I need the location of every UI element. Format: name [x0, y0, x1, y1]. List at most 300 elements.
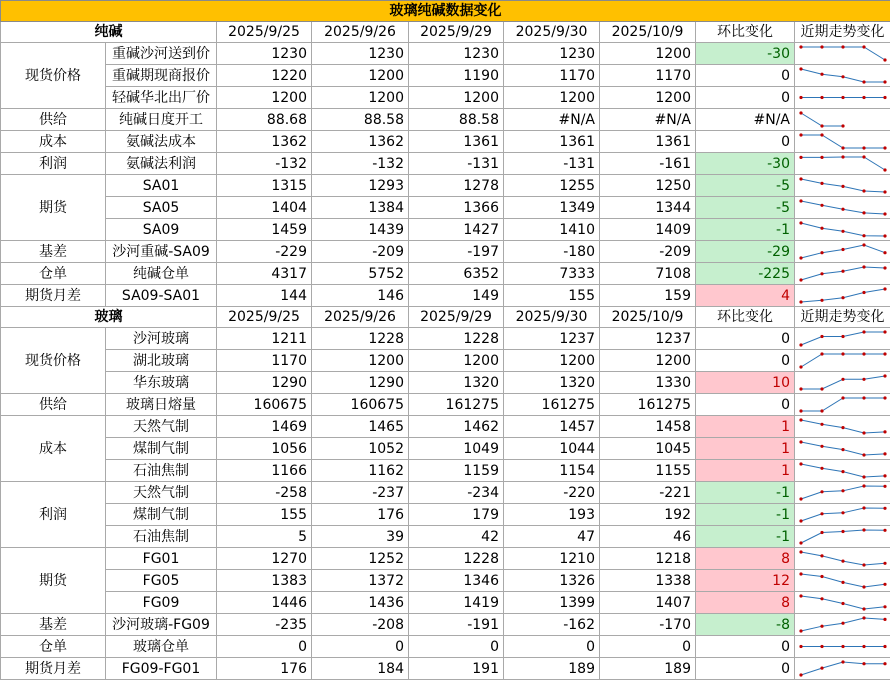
value-cell: 0 — [312, 636, 409, 658]
value-cell: 1407 — [600, 592, 696, 614]
value-cell: 191 — [409, 658, 504, 680]
row-category: 供给 — [1, 109, 106, 131]
value-cell: 1384 — [312, 197, 409, 219]
sparkline-point — [862, 585, 865, 588]
trend-cell — [795, 87, 890, 109]
trend-cell — [795, 263, 890, 285]
data-row — [1, 263, 890, 285]
sparkline-point — [820, 445, 823, 448]
sparkline-point — [883, 618, 886, 621]
value-cell: 160675 — [217, 394, 312, 416]
column-header: 环比变化 — [696, 307, 795, 328]
trend-cell — [795, 241, 890, 263]
row-item: 重碱沙河送到价 — [106, 43, 217, 65]
sparkline-point — [799, 177, 802, 180]
value-cell: -180 — [504, 241, 600, 263]
column-header: 2025/9/30 — [504, 22, 600, 43]
value-cell: 1459 — [217, 219, 312, 241]
value-cell: 0 — [600, 636, 696, 658]
trend-cell — [795, 350, 890, 372]
value-cell: 179 — [409, 504, 504, 526]
sparkline — [795, 65, 890, 86]
sparkline-point — [799, 440, 802, 443]
value-cell: 1056 — [217, 438, 312, 460]
value-cell: 1250 — [600, 175, 696, 197]
sparkline-point — [799, 673, 802, 676]
sparkline — [795, 350, 890, 371]
sparkline-point — [820, 423, 823, 426]
row-item: 沙河重碱-SA09 — [106, 241, 217, 263]
sparkline-point — [841, 96, 844, 99]
sparkline-point — [799, 67, 802, 70]
value-cell: 1338 — [600, 570, 696, 592]
sparkline — [795, 219, 890, 240]
value-cell: -209 — [312, 241, 409, 263]
value-cell: 161275 — [504, 394, 600, 416]
value-cell: 1200 — [504, 87, 600, 109]
row-category: 基差 — [1, 614, 106, 636]
trend-cell — [795, 504, 890, 526]
data-row — [1, 658, 890, 680]
change-cell: 4 — [696, 285, 795, 307]
value-cell: 88.58 — [409, 109, 504, 131]
sparkline-path — [801, 47, 885, 60]
value-cell: 155 — [217, 504, 312, 526]
sparkline-point — [799, 365, 802, 368]
value-cell: 1170 — [600, 65, 696, 87]
value-cell: 1252 — [312, 548, 409, 570]
value-cell: -170 — [600, 614, 696, 636]
value-cell: 146 — [312, 285, 409, 307]
sparkline — [795, 504, 890, 525]
sparkline-point — [799, 96, 802, 99]
change-cell: 0 — [696, 658, 795, 680]
column-header: 近期走势变化 — [795, 22, 890, 43]
row-item: FG01 — [106, 548, 217, 570]
sparkline-point — [883, 58, 886, 61]
sparkline-point — [820, 531, 823, 534]
value-cell: 1052 — [312, 438, 409, 460]
value-cell: 189 — [600, 658, 696, 680]
value-cell: -131 — [504, 153, 600, 175]
trend-cell — [795, 636, 890, 658]
column-header: 环比变化 — [696, 22, 795, 43]
change-cell: -1 — [696, 482, 795, 504]
value-cell: 1290 — [312, 372, 409, 394]
sparkline — [795, 109, 890, 130]
value-cell: 47 — [504, 526, 600, 548]
sparkline-point — [799, 45, 802, 48]
sparkline-point — [862, 155, 865, 158]
sparkline-point — [862, 146, 865, 149]
value-cell: 176 — [217, 658, 312, 680]
data-row — [1, 614, 890, 636]
sparkline — [795, 526, 890, 547]
sparkline-point — [799, 541, 802, 544]
value-cell: 1228 — [409, 328, 504, 350]
change-cell: -1 — [696, 219, 795, 241]
change-cell: 0 — [696, 87, 795, 109]
column-header: 2025/9/29 — [409, 307, 504, 328]
value-cell: 1237 — [600, 328, 696, 350]
value-cell: 1200 — [312, 350, 409, 372]
sparkline-point — [883, 452, 886, 455]
value-cell: 5752 — [312, 263, 409, 285]
sparkline-point — [883, 96, 886, 99]
sparkline-point — [820, 512, 823, 515]
sparkline-point — [862, 189, 865, 192]
value-cell: -132 — [217, 153, 312, 175]
change-cell: 8 — [696, 548, 795, 570]
row-category: 期货 — [1, 548, 106, 614]
trend-cell — [795, 43, 890, 65]
data-row — [1, 153, 890, 175]
row-category: 期货月差 — [1, 658, 106, 680]
column-header: 近期走势变化 — [795, 307, 890, 328]
column-header: 2025/9/30 — [504, 307, 600, 328]
data-row — [1, 87, 890, 109]
data-row — [1, 394, 890, 416]
sparkline-point — [841, 155, 844, 158]
value-cell: 1200 — [409, 350, 504, 372]
value-cell: 1049 — [409, 438, 504, 460]
sparkline-point — [820, 299, 823, 302]
value-cell: -197 — [409, 241, 504, 263]
change-cell: 1 — [696, 416, 795, 438]
sparkline-path — [801, 201, 885, 214]
trend-cell — [795, 197, 890, 219]
sheet-title: 玻璃纯碱数据变化 — [1, 1, 890, 22]
sparkline-point — [799, 343, 802, 346]
value-cell: 1362 — [217, 131, 312, 153]
row-item: 纯碱日度开工 — [106, 109, 217, 131]
value-cell: 1218 — [600, 548, 696, 570]
sparkline-point — [841, 185, 844, 188]
value-cell: #N/A — [600, 109, 696, 131]
trend-cell — [795, 438, 890, 460]
change-cell: -29 — [696, 241, 795, 263]
data-row — [1, 175, 890, 197]
trend-cell — [795, 175, 890, 197]
row-item: 石油焦制 — [106, 460, 217, 482]
data-row — [1, 219, 890, 241]
value-cell: 155 — [504, 285, 600, 307]
value-cell: 1166 — [217, 460, 312, 482]
value-cell: 1346 — [409, 570, 504, 592]
sparkline-point — [841, 426, 844, 429]
row-item: 煤制气制 — [106, 504, 217, 526]
value-cell: 1361 — [600, 131, 696, 153]
change-cell: 0 — [696, 131, 795, 153]
sparkline-point — [883, 212, 886, 215]
trend-cell — [795, 592, 890, 614]
value-cell: 176 — [312, 504, 409, 526]
sparkline — [795, 131, 890, 152]
sparkline-path — [801, 662, 885, 675]
row-category: 仓单 — [1, 636, 106, 658]
change-cell: 8 — [696, 592, 795, 614]
sparkline-point — [841, 352, 844, 355]
data-row — [1, 570, 890, 592]
change-cell: 10 — [696, 372, 795, 394]
sparkline-point — [883, 374, 886, 377]
value-cell: 1372 — [312, 570, 409, 592]
sparkline-point — [820, 575, 823, 578]
sparkline — [795, 636, 890, 657]
sparkline-point — [841, 470, 844, 473]
column-header: 2025/9/29 — [409, 22, 504, 43]
change-cell: -30 — [696, 153, 795, 175]
sparkline-path — [801, 552, 885, 565]
value-cell: 1330 — [600, 372, 696, 394]
value-cell: 193 — [504, 504, 600, 526]
row-item: 沙河玻璃-FG09 — [106, 614, 217, 636]
data-row — [1, 504, 890, 526]
value-cell: 1228 — [409, 548, 504, 570]
sparkline-point — [820, 272, 823, 275]
data-row — [1, 482, 890, 504]
section-header-row — [1, 307, 890, 328]
data-row — [1, 131, 890, 153]
value-cell: -234 — [409, 482, 504, 504]
sparkline-point — [820, 645, 823, 648]
sparkline-point — [883, 80, 886, 83]
section-name: 玻璃 — [1, 307, 217, 328]
sparkline-path — [801, 508, 885, 521]
value-cell: 1457 — [504, 416, 600, 438]
value-cell: 1446 — [217, 592, 312, 614]
value-cell: 160675 — [312, 394, 409, 416]
value-cell: 39 — [312, 526, 409, 548]
row-item: FG09 — [106, 592, 217, 614]
row-item: SA09-SA01 — [106, 285, 217, 307]
value-cell: 7108 — [600, 263, 696, 285]
sparkline-path — [801, 486, 885, 499]
data-row — [1, 526, 890, 548]
row-item: 天然气制 — [106, 482, 217, 504]
row-item: SA05 — [106, 197, 217, 219]
value-cell: 184 — [312, 658, 409, 680]
sparkline-point — [841, 602, 844, 605]
value-cell: 161275 — [409, 394, 504, 416]
sparkline — [795, 87, 890, 108]
change-cell: -1 — [696, 526, 795, 548]
data-row — [1, 460, 890, 482]
sparkline-point — [862, 662, 865, 665]
value-cell: 7333 — [504, 263, 600, 285]
data-row — [1, 109, 890, 131]
value-cell: 1462 — [409, 416, 504, 438]
sparkline-point — [820, 490, 823, 493]
sparkline — [795, 197, 890, 218]
value-cell: 5 — [217, 526, 312, 548]
sparkline-point — [862, 484, 865, 487]
value-cell: 4317 — [217, 263, 312, 285]
sparkline-point — [883, 190, 886, 193]
sparkline-point — [862, 475, 865, 478]
value-cell: 1159 — [409, 460, 504, 482]
change-cell: -5 — [696, 175, 795, 197]
sparkline-point — [841, 645, 844, 648]
value-cell: 1361 — [504, 131, 600, 153]
sparkline-point — [883, 662, 886, 665]
data-row — [1, 328, 890, 350]
value-cell: 1230 — [409, 43, 504, 65]
sparkline-point — [883, 352, 886, 355]
value-cell: 1458 — [600, 416, 696, 438]
sparkline-point — [820, 156, 823, 159]
value-cell: 159 — [600, 285, 696, 307]
value-cell: 1210 — [504, 548, 600, 570]
row-item: 轻碱华北出厂价 — [106, 87, 217, 109]
data-row — [1, 416, 890, 438]
value-cell: 1200 — [217, 87, 312, 109]
sparkline-point — [820, 409, 823, 412]
sparkline-point — [799, 550, 802, 553]
value-cell: -161 — [600, 153, 696, 175]
row-category: 成本 — [1, 131, 106, 153]
value-cell: 1170 — [504, 65, 600, 87]
trend-cell — [795, 394, 890, 416]
sparkline — [795, 438, 890, 459]
trend-cell — [795, 526, 890, 548]
trend-cell — [795, 219, 890, 241]
value-cell: 1409 — [600, 219, 696, 241]
sparkline-point — [883, 645, 886, 648]
value-cell: 0 — [504, 636, 600, 658]
sparkline — [795, 460, 890, 481]
data-row — [1, 592, 890, 614]
sparkline-point — [820, 554, 823, 557]
sparkline-path — [801, 398, 885, 411]
value-cell: 1465 — [312, 416, 409, 438]
value-cell: 1362 — [312, 131, 409, 153]
row-item: 石油焦制 — [106, 526, 217, 548]
row-item: 沙河玻璃 — [106, 328, 217, 350]
row-category: 现货价格 — [1, 43, 106, 109]
change-cell: 0 — [696, 65, 795, 87]
value-cell: 1436 — [312, 592, 409, 614]
sparkline-point — [841, 622, 844, 625]
value-cell: 1190 — [409, 65, 504, 87]
value-cell: 1200 — [600, 43, 696, 65]
change-cell: 12 — [696, 570, 795, 592]
sparkline-point — [862, 616, 865, 619]
row-item: FG05 — [106, 570, 217, 592]
value-cell: 1349 — [504, 197, 600, 219]
sparkline-point — [799, 594, 802, 597]
value-cell: 1255 — [504, 175, 600, 197]
sparkline-path — [801, 157, 885, 170]
sparkline-point — [883, 396, 886, 399]
sparkline-point — [841, 448, 844, 451]
sparkline-point — [841, 530, 844, 533]
value-cell: 88.58 — [312, 109, 409, 131]
sparkline-point — [862, 506, 865, 509]
sparkline-point — [841, 230, 844, 233]
value-cell: 161275 — [600, 394, 696, 416]
sparkline — [795, 285, 890, 306]
sparkline-point — [862, 243, 865, 246]
sparkline — [795, 241, 890, 262]
sparkline-point — [883, 330, 886, 333]
sparkline-point — [883, 266, 886, 269]
sparkline-point — [862, 352, 865, 355]
row-category: 期货月差 — [1, 285, 106, 307]
section-header-row — [1, 22, 890, 43]
sparkline-path — [801, 289, 885, 302]
sparkline — [795, 416, 890, 437]
value-cell: 1155 — [600, 460, 696, 482]
row-category: 基差 — [1, 241, 106, 263]
row-item: 华东玻璃 — [106, 372, 217, 394]
value-cell: -220 — [504, 482, 600, 504]
sparkline — [795, 592, 890, 613]
sparkline-point — [862, 80, 865, 83]
sparkline-point — [883, 562, 886, 565]
sparkline-point — [862, 234, 865, 237]
sparkline-path — [801, 354, 885, 367]
trend-cell — [795, 328, 890, 350]
sparkline-point — [820, 625, 823, 628]
value-cell: -209 — [600, 241, 696, 263]
trend-cell — [795, 285, 890, 307]
trend-cell — [795, 131, 890, 153]
sparkline-point — [841, 248, 844, 251]
sparkline-point — [820, 667, 823, 670]
value-cell: 1230 — [217, 43, 312, 65]
sparkline-point — [883, 234, 886, 237]
value-cell: 1344 — [600, 197, 696, 219]
data-row — [1, 65, 890, 87]
sparkline-path — [801, 574, 885, 587]
trend-cell — [795, 65, 890, 87]
value-cell: 1200 — [504, 350, 600, 372]
section-name: 纯碱 — [1, 22, 217, 43]
sparkline — [795, 614, 890, 635]
column-header: 2025/10/9 — [600, 22, 696, 43]
sparkline-point — [862, 45, 865, 48]
change-cell: 1 — [696, 460, 795, 482]
value-cell: 1162 — [312, 460, 409, 482]
row-item: SA01 — [106, 175, 217, 197]
sparkline-point — [799, 111, 802, 114]
trend-cell — [795, 482, 890, 504]
title-row — [1, 1, 890, 22]
value-cell: 1220 — [217, 65, 312, 87]
sparkline-point — [820, 335, 823, 338]
sparkline-point — [820, 204, 823, 207]
value-cell: 1326 — [504, 570, 600, 592]
value-cell: 1200 — [312, 87, 409, 109]
sparkline — [795, 153, 890, 174]
sparkline-point — [862, 396, 865, 399]
sparkline-point — [820, 597, 823, 600]
value-cell: 1200 — [600, 87, 696, 109]
row-item: 纯碱仓单 — [106, 263, 217, 285]
sparkline-point — [841, 296, 844, 299]
data-row — [1, 350, 890, 372]
row-category: 现货价格 — [1, 328, 106, 394]
sparkline-point — [862, 378, 865, 381]
sparkline-point — [841, 270, 844, 273]
value-cell: 1361 — [409, 131, 504, 153]
value-cell: 46 — [600, 526, 696, 548]
sparkline-point — [820, 133, 823, 136]
change-cell: 0 — [696, 350, 795, 372]
value-cell: 1293 — [312, 175, 409, 197]
trend-cell — [795, 109, 890, 131]
